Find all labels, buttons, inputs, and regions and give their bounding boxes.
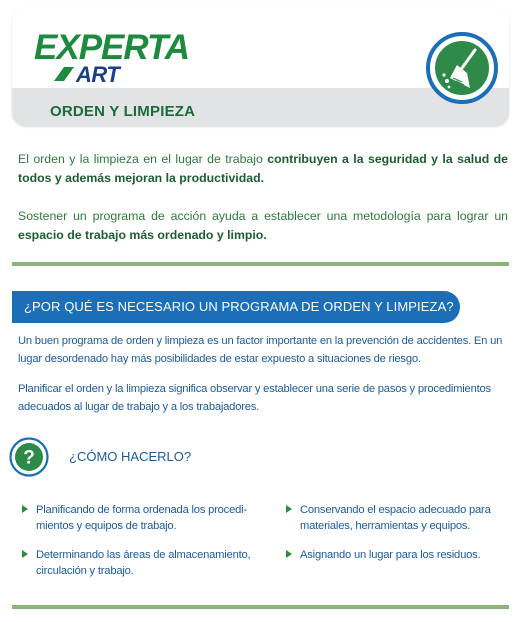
broom-icon — [426, 32, 498, 104]
logo-text-bottom: ART — [76, 62, 120, 87]
logo-text-top: EXPERTA — [34, 28, 190, 67]
triangle-arrow-icon — [22, 550, 28, 558]
intro-p1-bold: contribuyen a la seguridad y la salud de todos y además mejoran la productividad. — [18, 152, 508, 185]
why-paragraph-1: Un buen programa de orden y limpieza es un factor importante en la prevención de accidentes. En un lugar desordenado hay más posibilidades de estar expuesto a situaciones de riesgo. — [18, 335, 503, 365]
triangle-arrow-icon — [286, 550, 292, 558]
triangle-arrow-icon — [22, 505, 28, 513]
list-item-text: Planificando de forma ordenada los procedi-mientos y equipos de trabajo. — [36, 504, 247, 532]
intro-p2-text: Sostener un programa de acción ayuda a establecer una metodología para lograr un — [18, 209, 508, 223]
header-card — [12, 8, 509, 126]
divider-bottom — [12, 605, 509, 609]
intro-paragraph-1 — [18, 150, 508, 188]
page-title: ORDEN Y LIMPIEZA — [50, 103, 196, 120]
why-section-heading: ¿POR QUÉ ES NECESARIO UN PROGRAMA DE ORDEN Y LIMPIEZA? — [12, 291, 460, 323]
list-item — [36, 547, 271, 579]
how-section-title: ¿CÓMO HACERLO? — [69, 449, 192, 464]
list-item-text: Conservando el espacio adecuado para materiales, herramientas y equipos. — [300, 504, 491, 532]
list-item — [36, 502, 266, 534]
divider-top — [12, 262, 509, 266]
list-item-text: Determinando las áreas de almacenamiento, circulación y trabajo. — [36, 549, 251, 577]
list-item-text: Asignando un lugar para los residuos. — [300, 549, 481, 561]
intro-paragraph-2 — [18, 207, 508, 245]
list-item — [300, 547, 510, 563]
intro-p1-text: El orden y la limpieza en el lugar de trabajo — [18, 152, 268, 166]
question-mark-icon — [9, 437, 49, 477]
list-item — [300, 502, 510, 534]
svg-text:?: ? — [23, 447, 35, 469]
intro-p2-bold: espacio de trabajo más ordenado y limpio. — [18, 228, 267, 242]
experta-art-logo — [34, 30, 194, 90]
logo-swoosh — [52, 66, 76, 82]
why-paragraph-2: Planificar el orden y la limpieza significa observar y establecer una serie de pasos y procedimientos adecuados al lugar de trabajo y a los trabajadores. — [18, 383, 491, 413]
triangle-arrow-icon — [286, 505, 292, 513]
